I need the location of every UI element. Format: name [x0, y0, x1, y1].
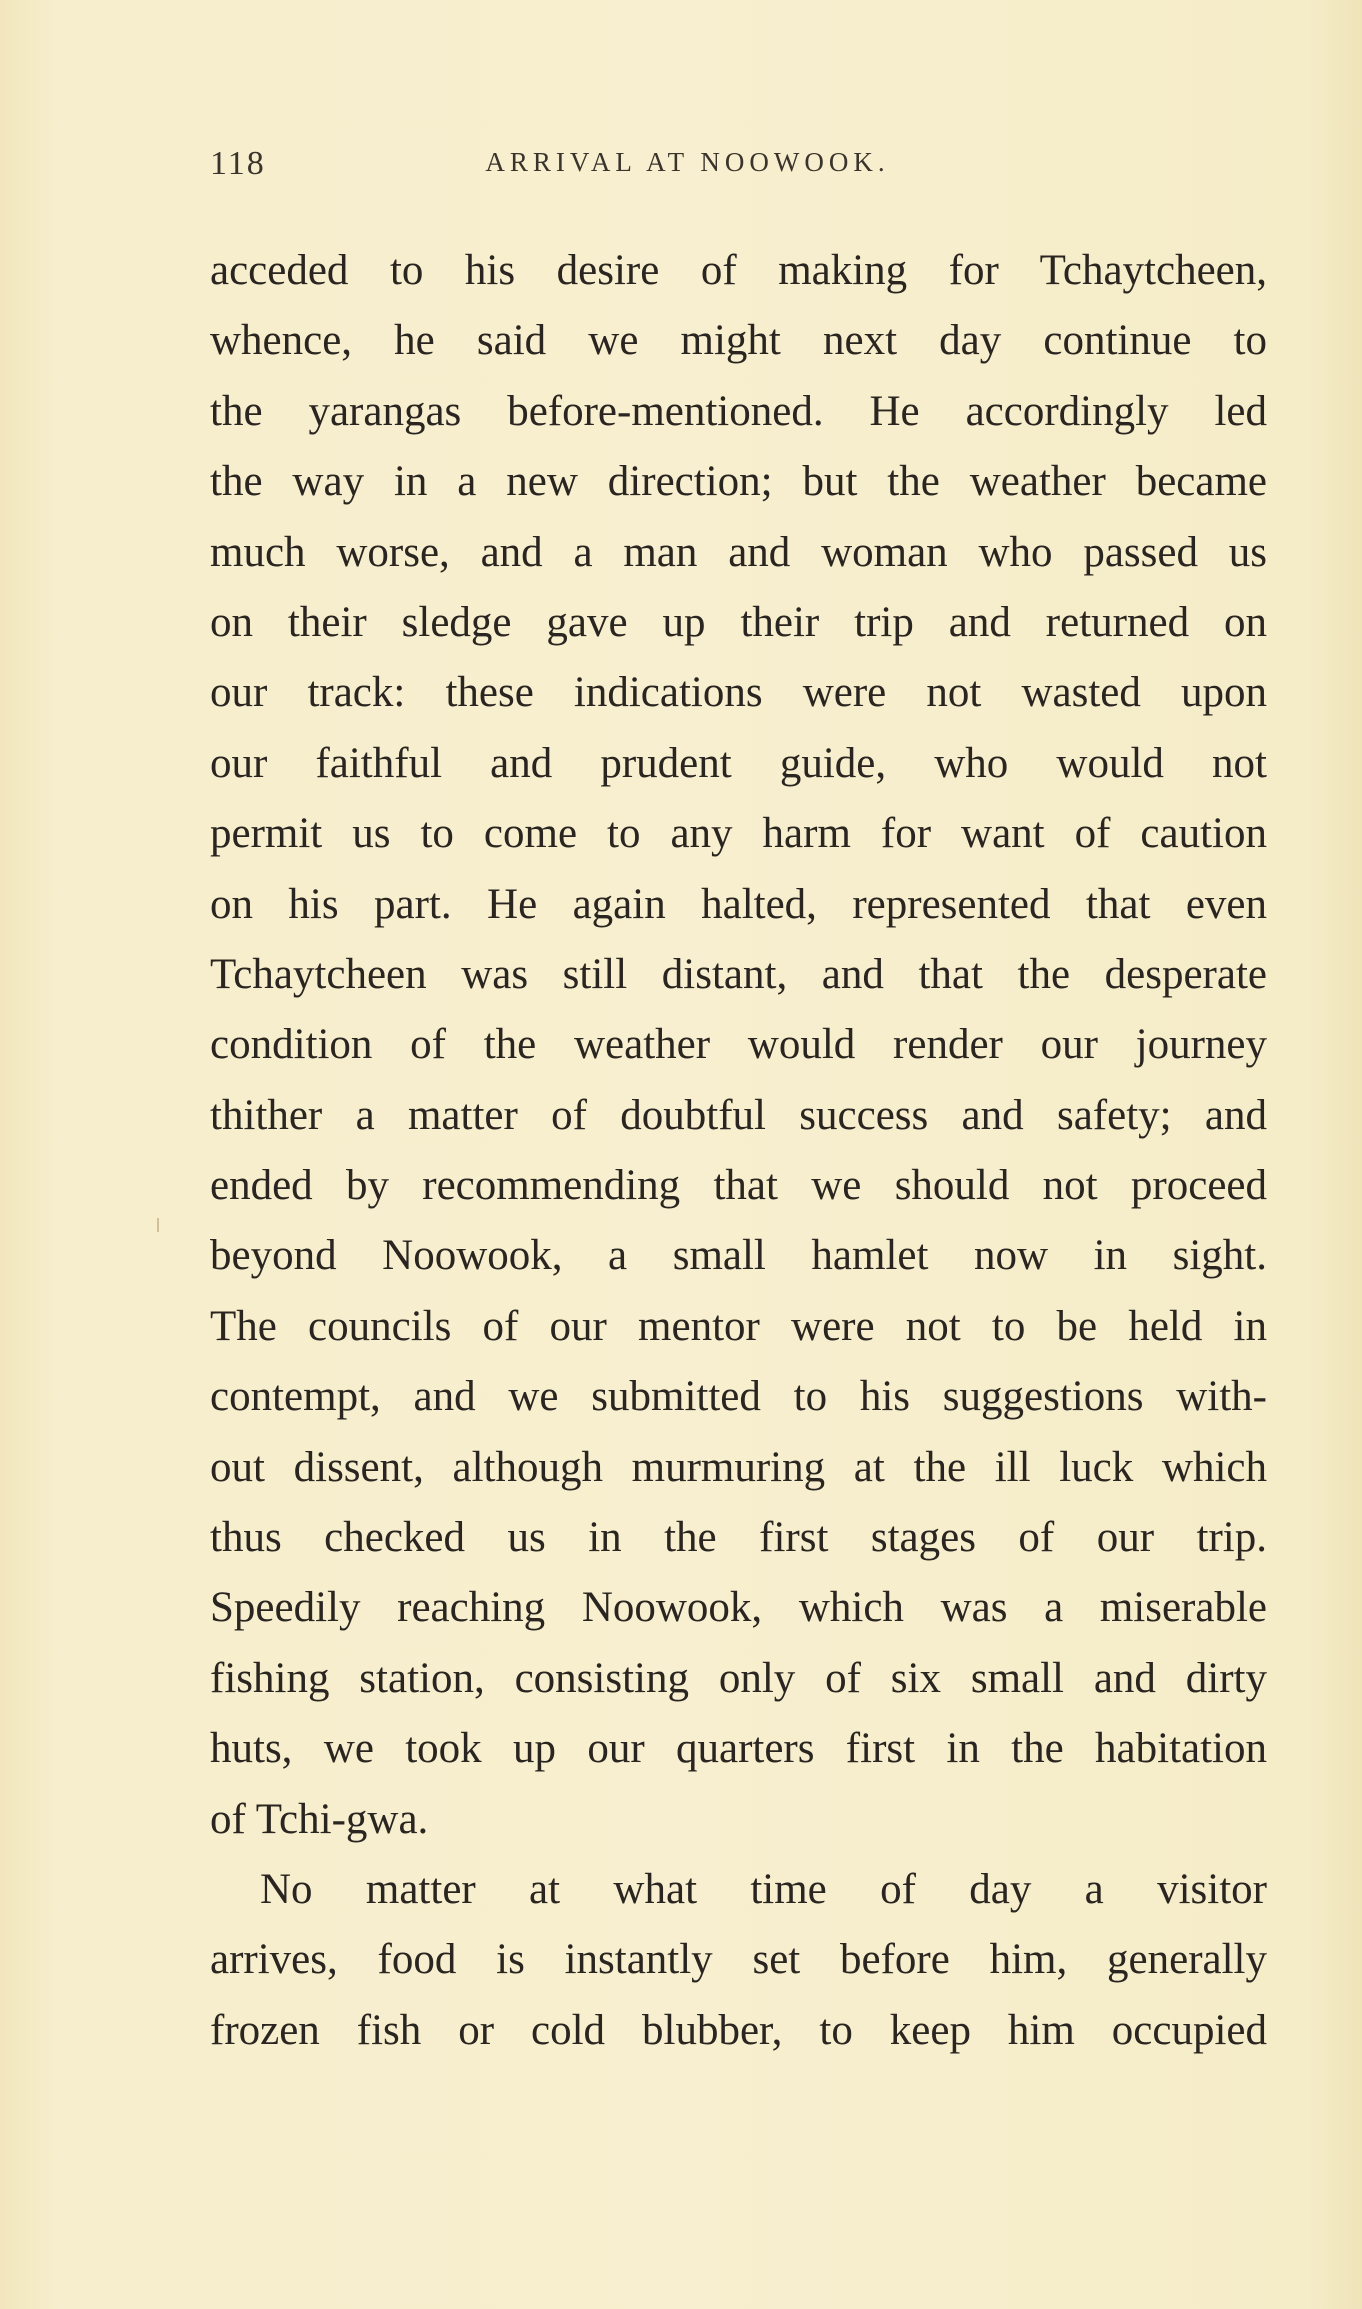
- text-line: thus checked us in the first stages of our trip.: [210, 1514, 1267, 1562]
- text-line: our track: these indications were not wasted upon: [210, 669, 1267, 717]
- text-line: whence, he said we might next day continue to: [210, 317, 1267, 365]
- text-line: ended by recommending that we should not proceed: [210, 1162, 1267, 1210]
- text-line: Speedily reaching Noowook, which was a miserable: [210, 1584, 1267, 1632]
- text-line: much worse, and a man and woman who passed us: [210, 528, 1267, 576]
- text-line: our faithful and prudent guide, who would not: [210, 739, 1267, 787]
- text-line: the way in a new direction; but the weather became: [210, 458, 1267, 506]
- margin-mark: [157, 1218, 159, 1232]
- text-line: acceded to his desire of making for Tchaytcheen,: [210, 247, 1267, 294]
- text-line: out dissent, although murmuring at the ill luck which: [210, 1443, 1267, 1491]
- text-line: condition of the weather would render our journey: [210, 1021, 1267, 1069]
- text-line: on their sledge gave up their trip and returned on: [210, 598, 1267, 646]
- text-line: the yarangas before-mentioned. He accordingly led: [210, 387, 1267, 435]
- text-line: No matter at what time of day a visitor: [260, 1865, 1267, 1913]
- text-line: Tchaytcheen was still distant, and that the desperate: [210, 950, 1267, 998]
- text-line: permit us to come to any harm for want of caution: [210, 810, 1267, 858]
- text-line: beyond Noowook, a small hamlet now in sight.: [210, 1232, 1267, 1280]
- text-line: of Tchi-gwa.: [210, 1795, 429, 1843]
- text-line: huts, we took up our quarters first in the habitation: [210, 1725, 1267, 1773]
- running-head: ARRIVAL AT NOOWOOK.: [485, 147, 890, 177]
- text-line: fishing station, consisting only of six small and dirty: [210, 1654, 1267, 1702]
- text-line: contempt, and we submitted to his suggestions with-: [210, 1373, 1267, 1421]
- text-line: thither a matter of doubtful success and safety; and: [210, 1091, 1267, 1139]
- text-line: frozen fish or cold blubber, to keep him occupied: [210, 2006, 1267, 2054]
- page-number: 118: [210, 145, 266, 182]
- text-line: on his part. He again halted, represented that even: [210, 880, 1267, 928]
- body-text: [210, 236, 1267, 2066]
- text-line: The councils of our mentor were not to be held in: [210, 1302, 1267, 1350]
- text-line: arrives, food is instantly set before him, generally: [210, 1936, 1267, 1984]
- page-header: [210, 145, 1165, 195]
